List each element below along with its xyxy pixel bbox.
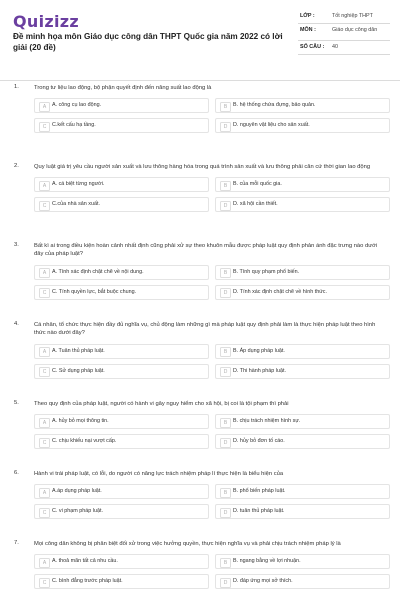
option-text: B. hệ thống chứa đựng, bảo quản. <box>233 102 316 109</box>
option-text: D. đáp ứng mọi sở thích. <box>233 578 293 585</box>
question-list <box>0 84 400 606</box>
question-text: Cá nhân, tổ chức thực hiện đầy đủ nghĩa vụ, chủ động làm những gì mà pháp luật quy định phải làm là thực hiện pháp luật theo hình thức nào dưới đây? <box>34 322 376 337</box>
option-text: C. Sử dụng pháp luật. <box>52 367 105 374</box>
option-letter: A <box>39 181 50 191</box>
option-text: C. bình đẳng trước pháp luật. <box>52 578 123 585</box>
option-text: B. của mỗi quốc gia. <box>233 181 282 188</box>
question-item <box>0 321 400 400</box>
answer-option-a[interactable] <box>34 484 209 499</box>
question-text: Hành vi trái pháp luật, có lỗi, do người có năng lực trách nhiệm pháp lí thực hiện là biểu hiện của <box>34 471 284 477</box>
option-text: B. Áp dụng pháp luật. <box>233 347 285 354</box>
option-letter: B <box>220 268 231 278</box>
option-letter: B <box>220 102 231 112</box>
answer-options <box>34 265 386 300</box>
question-item <box>0 84 400 163</box>
option-letter: C <box>39 508 50 518</box>
question-number: 3. <box>14 242 19 248</box>
quizizz-logo[interactable]: Quizizz <box>13 12 79 31</box>
option-letter: D <box>220 367 231 377</box>
option-text: C.của nhà sản xuất. <box>52 201 100 208</box>
question-item <box>0 540 400 606</box>
answer-option-b[interactable] <box>215 98 390 113</box>
answer-option-a[interactable] <box>34 265 209 280</box>
answer-option-c[interactable] <box>34 434 209 449</box>
answer-options <box>34 414 386 449</box>
option-letter: D <box>220 578 231 588</box>
answer-option-a[interactable] <box>34 344 209 359</box>
answer-option-b[interactable] <box>215 265 390 280</box>
answer-options <box>34 344 386 379</box>
answer-option-a[interactable] <box>34 414 209 429</box>
question-text: Mọi công dân không bị phân biệt đối xử trong việc hưởng quyền, thực hiện nghĩa vụ và phải chịu trách nhiệm pháp lý là <box>34 541 341 547</box>
option-text: A. Tính xác định chặt chẽ về nội dung. <box>52 268 144 275</box>
option-text: D. Tính xác định chặt chẽ về hình thức. <box>233 288 328 295</box>
question-item <box>0 400 400 470</box>
option-letter: B <box>220 347 231 357</box>
answer-option-a[interactable] <box>34 98 209 113</box>
option-letter: B <box>220 181 231 191</box>
option-text: A. Tuân thủ pháp luật. <box>52 347 105 354</box>
answer-option-c[interactable] <box>34 504 209 519</box>
option-text: D. tuân thủ pháp luật. <box>233 508 285 515</box>
question-number: 5. <box>14 400 19 406</box>
option-letter: D <box>220 201 231 211</box>
answer-options <box>34 554 386 589</box>
question-text: Trong tư liệu lao động, bộ phận quyết định đến năng suất lao động là <box>34 85 212 91</box>
option-letter: B <box>220 488 231 498</box>
option-letter: C <box>39 122 50 132</box>
answer-option-b[interactable] <box>215 484 390 499</box>
question-text: Bất kì ai trong điều kiện hoàn cảnh nhất định cũng phải xử sự theo khuôn mẫu được pháp luật quy định phản ánh đặc trưng nào dưới đây của pháp luật? <box>34 243 378 258</box>
question-item <box>0 470 400 540</box>
option-letter: A <box>39 418 50 428</box>
option-text: A. thoả mãn tất cả nhu cầu. <box>52 558 118 565</box>
option-text: A.áp dụng pháp luật. <box>52 488 102 495</box>
option-letter: D <box>220 288 231 298</box>
answer-options <box>34 98 386 133</box>
question-number: 7. <box>14 540 19 546</box>
answer-option-d[interactable] <box>215 574 390 589</box>
option-letter: A <box>39 558 50 568</box>
option-letter: B <box>220 558 231 568</box>
option-text: B. Tính quy phạm phổ biến. <box>233 268 300 275</box>
answer-option-b[interactable] <box>215 414 390 429</box>
question-text: Quy luật giá trị yêu cầu người sản xuất và lưu thông hàng hóa trong quá trình sản xuất và lưu thông phải căn cứ thời gian lao động <box>34 164 371 170</box>
question-text: Theo quy định của pháp luật, người có hành vi gây nguy hiểm cho xã hội, bị coi là tội phạm thì phải <box>34 401 289 407</box>
option-text: D. xã hội cần thiết. <box>233 201 278 208</box>
option-letter: A <box>39 488 50 498</box>
question-number: 4. <box>14 321 19 327</box>
meta-row-count <box>298 41 390 55</box>
meta-value: 40 <box>330 41 390 55</box>
answer-option-b[interactable] <box>215 554 390 569</box>
option-letter: C <box>39 201 50 211</box>
meta-key: LỚP : <box>298 10 330 24</box>
question-number: 1. <box>14 84 19 90</box>
meta-key: SỐ CÂU : <box>298 41 330 55</box>
answer-option-c[interactable] <box>34 118 209 133</box>
meta-value: Giáo dục công dân <box>330 24 390 41</box>
question-item <box>0 242 400 321</box>
option-text: C. chịu khiếu nại vượt cấp. <box>52 438 117 445</box>
option-text: D. nguyên vật liệu cho sản xuất. <box>233 122 310 129</box>
question-number: 6. <box>14 470 19 476</box>
option-letter: A <box>39 268 50 278</box>
option-text: B. phổ biến pháp luật. <box>233 488 286 495</box>
option-letter: B <box>220 418 231 428</box>
worksheet-meta-table <box>298 10 390 55</box>
option-text: C.kết cấu hạ tầng. <box>52 122 96 129</box>
option-text: B. chịu trách nhiệm hình sự. <box>233 418 301 425</box>
answer-option-c[interactable] <box>34 364 209 379</box>
header-divider <box>0 80 400 81</box>
meta-value: Tốt nghiệp THPT <box>330 10 390 24</box>
option-text: D. Thi hành pháp luật. <box>233 367 286 374</box>
option-letter: C <box>39 438 50 448</box>
option-letter: C <box>39 578 50 588</box>
answer-options <box>34 484 386 519</box>
option-text: A. hủy bỏ mọi thông tin. <box>52 418 109 425</box>
option-letter: C <box>39 288 50 298</box>
option-letter: D <box>220 508 231 518</box>
answer-option-d[interactable] <box>215 285 390 300</box>
meta-row-subject <box>298 24 390 41</box>
answer-option-a[interactable] <box>34 177 209 192</box>
option-text: A. công cụ lao động. <box>52 102 102 109</box>
option-text: C. vi phạm pháp luật. <box>52 508 103 515</box>
answer-option-d[interactable] <box>215 504 390 519</box>
answer-option-d[interactable] <box>215 197 390 212</box>
answer-option-c[interactable] <box>34 197 209 212</box>
option-text: A. cá biệt từng người. <box>52 181 105 188</box>
answer-option-a[interactable] <box>34 554 209 569</box>
option-letter: C <box>39 367 50 377</box>
answer-option-c[interactable] <box>34 285 209 300</box>
option-text: D. hủy bỏ đơn tố cáo. <box>233 438 285 445</box>
worksheet-title: Đề minh họa môn Giáo dục công dân THPT Quốc gia năm 2022 có lời giải (20 đề) <box>13 32 283 52</box>
option-text: C. Tính quyền lực, bắt buộc chung. <box>52 288 137 295</box>
question-item <box>0 163 400 242</box>
answer-option-d[interactable] <box>215 434 390 449</box>
option-letter: D <box>220 122 231 132</box>
option-letter: A <box>39 347 50 357</box>
option-text: B. ngang bằng về lợi nhuận. <box>233 558 301 565</box>
answer-option-b[interactable] <box>215 344 390 359</box>
worksheet-header <box>0 0 400 78</box>
question-number: 2. <box>14 163 19 169</box>
answer-option-d[interactable] <box>215 364 390 379</box>
option-letter: D <box>220 438 231 448</box>
meta-row-grade <box>298 10 390 24</box>
option-letter: A <box>39 102 50 112</box>
answer-option-b[interactable] <box>215 177 390 192</box>
meta-key: MÔN : <box>298 24 330 41</box>
answer-options <box>34 177 386 212</box>
answer-option-d[interactable] <box>215 118 390 133</box>
answer-option-c[interactable] <box>34 574 209 589</box>
